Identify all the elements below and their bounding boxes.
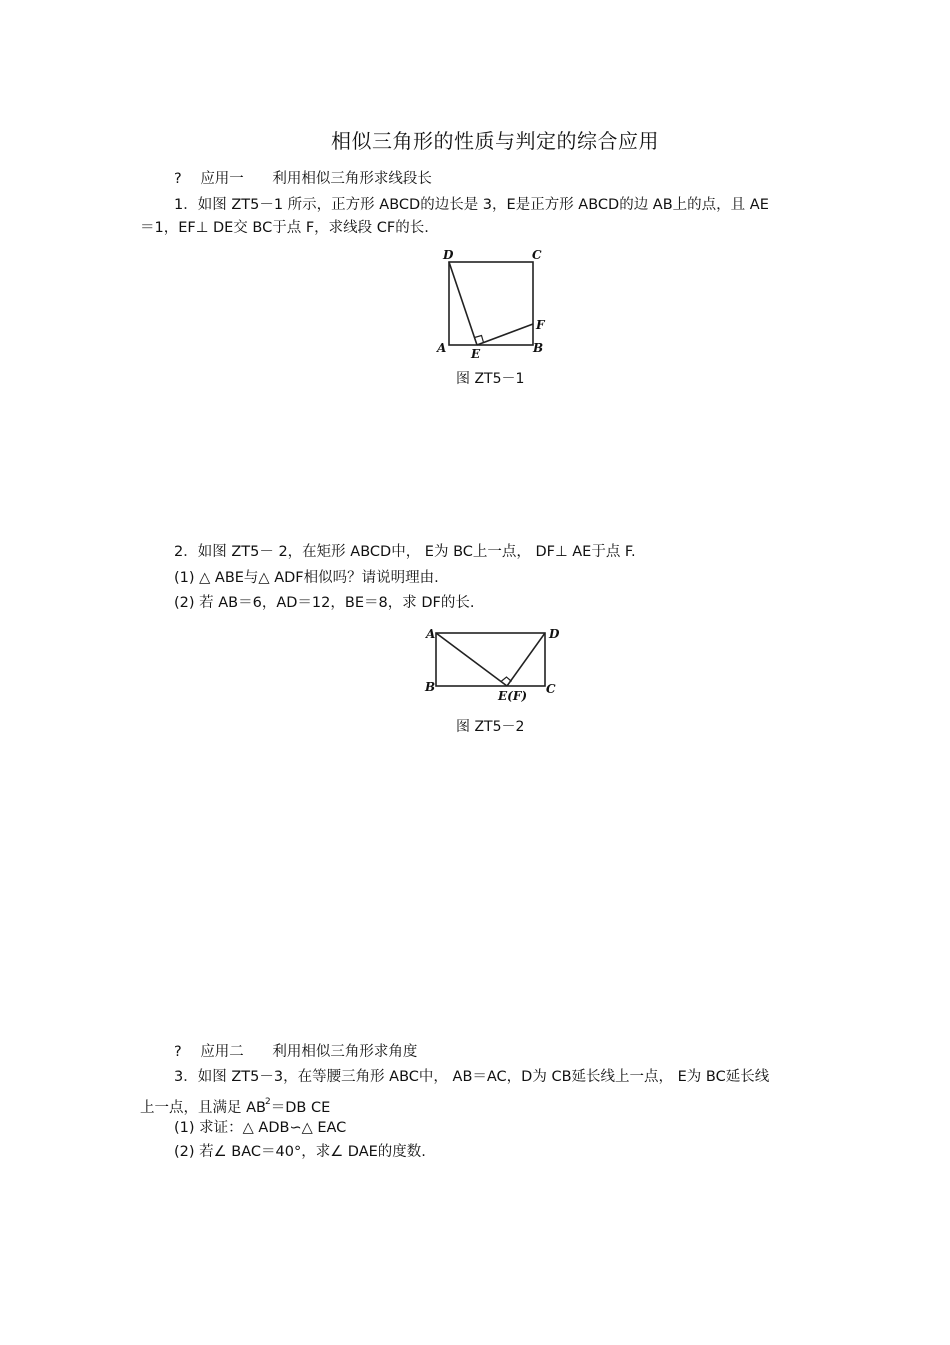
q3-part2: (2) 若∠ BAC＝40°，求∠ DAE的度数.	[174, 1144, 426, 1160]
q2-line1: 2．如图 ZT5－ 2，在矩形 ABCD中， E为 BC上一点， DF⊥ AE于点 F.	[174, 544, 636, 560]
fig1-label-c: C	[532, 248, 542, 262]
fig2-label-d: D	[549, 627, 560, 641]
fig2-label-c: C	[546, 682, 556, 696]
q3-line1: 3．如图 ZT5－3，在等腰三角形 ABC中， AB＝AC，D为 CB延长线上一点， E为 BC延长线	[174, 1069, 770, 1085]
fig2-label-ef: E(F)	[498, 689, 528, 703]
fig1-label-f: F	[536, 318, 545, 332]
fig1-label-a: A	[437, 341, 447, 355]
q3-superscript: 2	[264, 1097, 271, 1107]
page-title: 相似三角形的性质与判定的综合应用	[331, 129, 659, 153]
q1-line2: ＝1，EF⊥ DE交 BC于点 F，求线段 CF的长.	[140, 220, 429, 236]
q2-part2: (2) 若 AB＝6，AD＝12，BE＝8，求 DF的长.	[174, 595, 475, 611]
q1-line1: 1．如图 ZT5－1 所示，正方形 ABCD的边长是 3，E是正方形 ABCD的边 AB上的点，且 AE	[174, 197, 769, 213]
fig1-caption: 图 ZT5－1	[456, 371, 525, 387]
figure-zt5-2	[422, 624, 572, 706]
section-heading-1	[174, 170, 432, 188]
fig2-caption: 图 ZT5－2	[456, 719, 525, 735]
section-text: 利用相似三角形求线段长	[272, 171, 432, 187]
q3-part1: (1) 求证：△ ADB∽△ EAC	[174, 1120, 347, 1136]
section-marker: ?	[174, 1044, 182, 1060]
section-marker: ?	[174, 171, 182, 187]
q3-line2-end: ＝DB CE	[270, 1100, 331, 1116]
section-heading-2	[174, 1043, 417, 1061]
fig1-label-b: B	[533, 341, 544, 355]
fig1-label-d: D	[443, 248, 454, 262]
fig1-label-e: E	[471, 347, 481, 361]
section-text: 利用相似三角形求角度	[272, 1044, 418, 1060]
q2-part1: (1) △ ABE与△ ADF相似吗？请说明理由.	[174, 570, 439, 586]
section-label: 应用二	[200, 1044, 244, 1060]
q3-line2	[140, 1093, 330, 1117]
section-label: 应用一	[200, 171, 244, 187]
q3-line2-start: 上一点，且满足 AB	[140, 1100, 266, 1116]
fig2-label-a: A	[426, 627, 436, 641]
figure-zt5-1	[435, 248, 555, 361]
fig2-label-b: B	[425, 680, 436, 694]
